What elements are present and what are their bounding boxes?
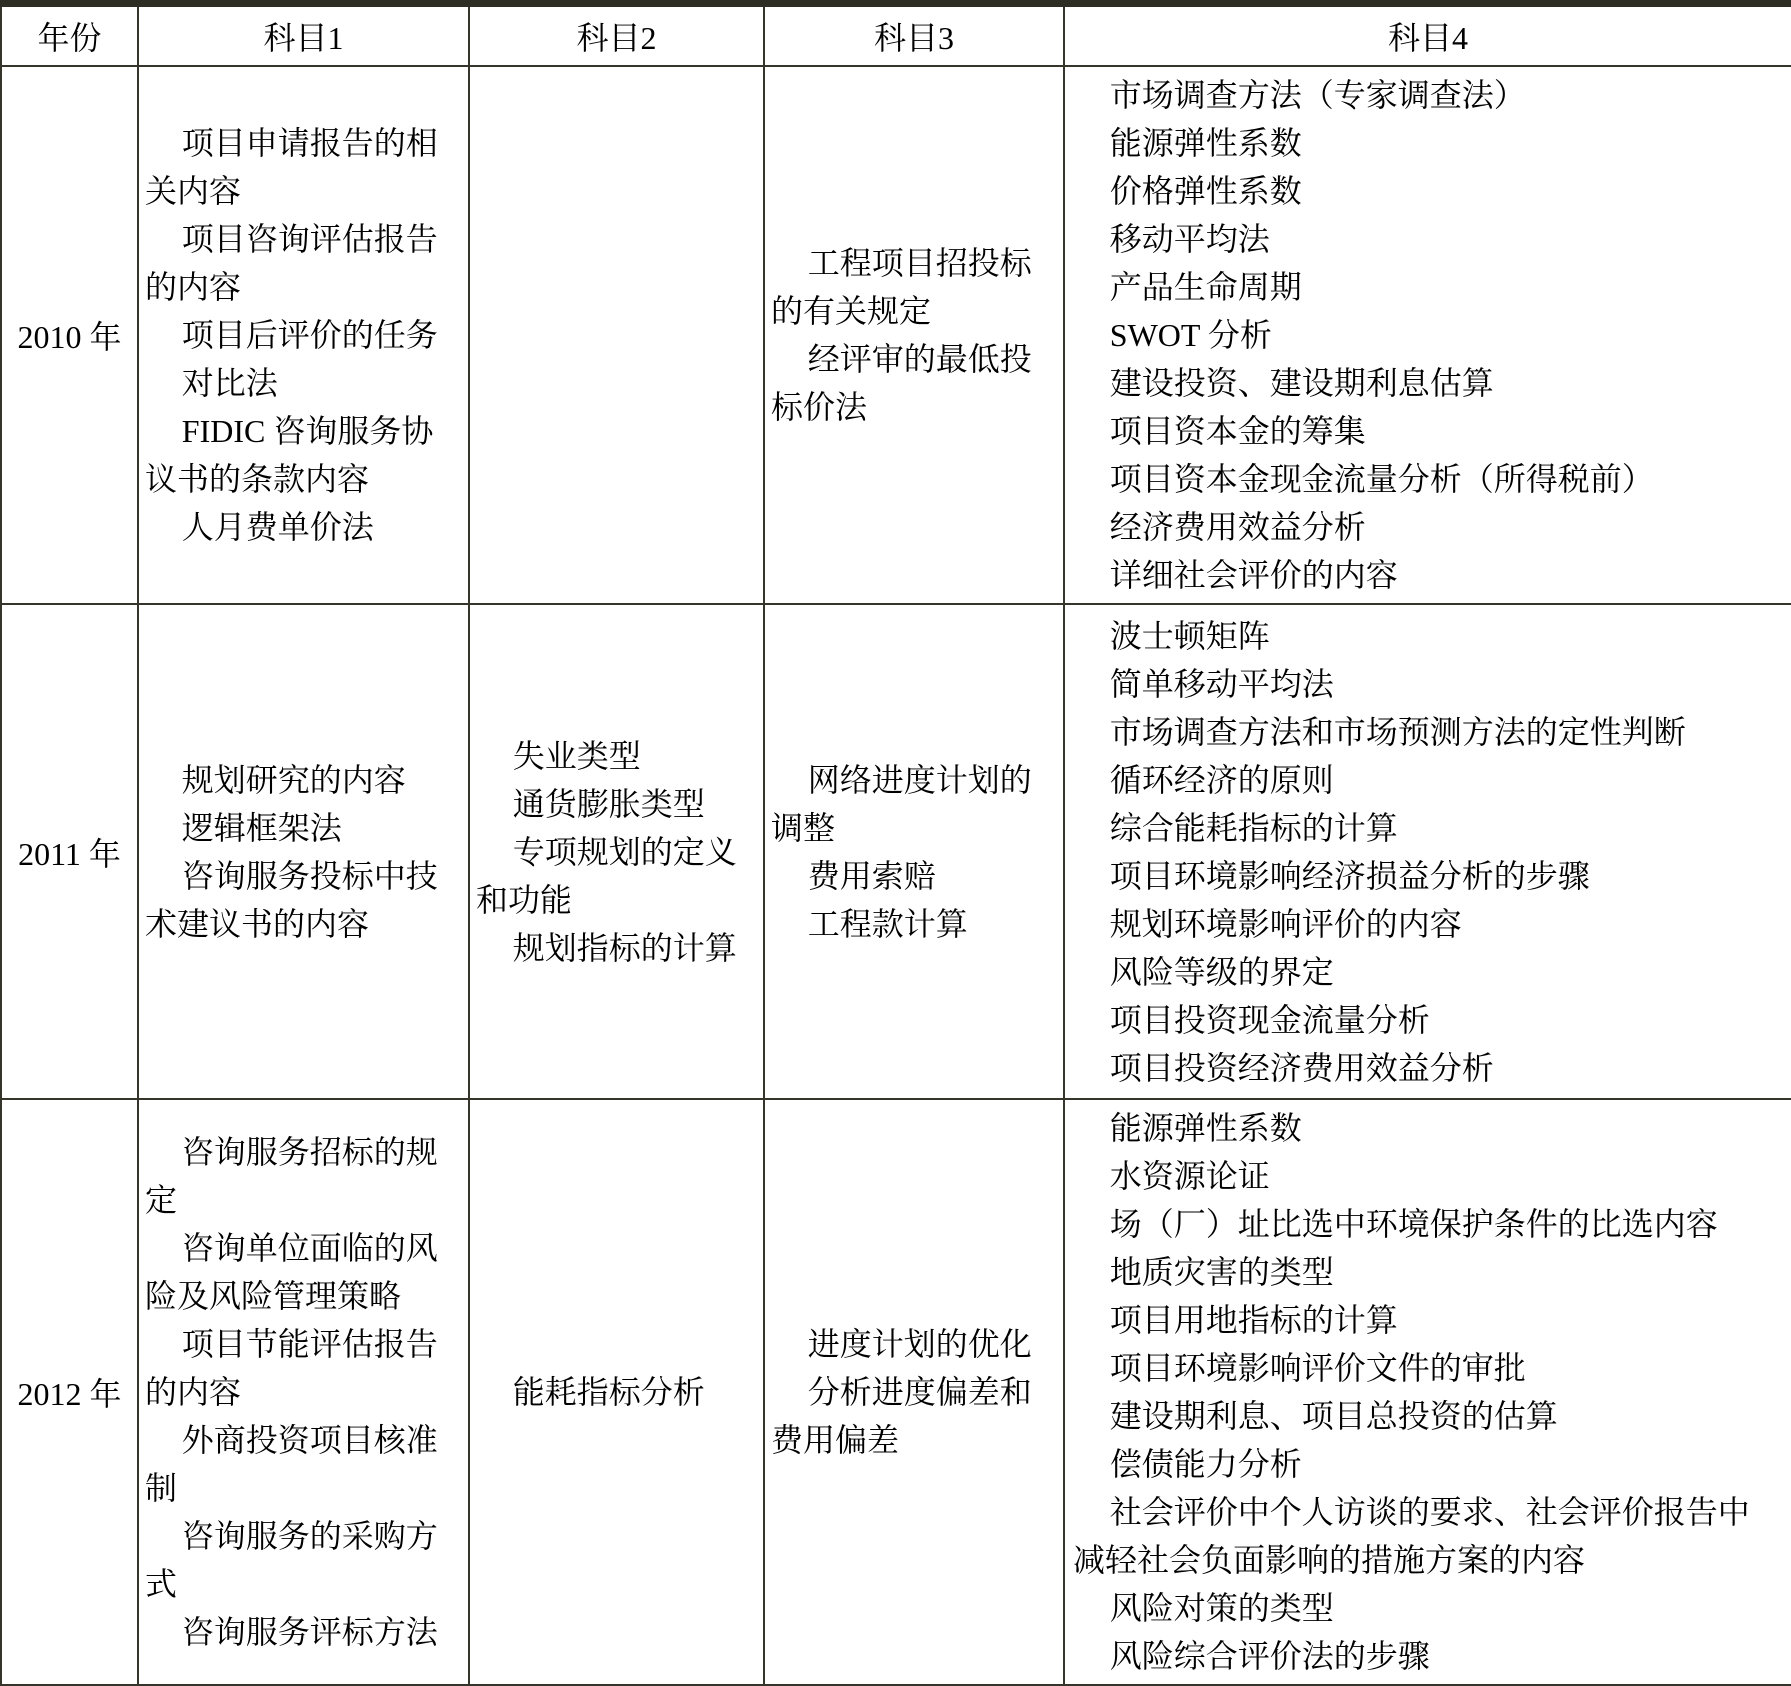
topic-item: 项目节能评估报告的内容 <box>145 1326 438 1410</box>
topic-item: 对比法 <box>181 365 278 401</box>
topic-item: 详细社会评价的内容 <box>1109 557 1398 593</box>
table-row <box>1 66 1791 604</box>
topic-item: 市场调查方法（专家调查法） <box>1109 77 1526 113</box>
topic-item: 能源弹性系数 <box>1109 1110 1302 1146</box>
topic-item: 项目申请报告的相关内容 <box>145 125 438 209</box>
topic-item: SWOT 分析 <box>1109 317 1272 353</box>
subject1-cell <box>138 66 469 604</box>
topic-item: 项目环境影响经济损益分析的步骤 <box>1109 857 1590 894</box>
topic-item: 波士顿矩阵 <box>1109 617 1270 654</box>
topic-item: 项目资本金的筹集 <box>1109 413 1366 449</box>
column-header-subject2: 科目2 <box>469 4 764 67</box>
topic-item: 经评审的最低投标价法 <box>771 341 1032 425</box>
topic-item: 失业类型 <box>512 737 641 774</box>
subject3-cell <box>764 604 1064 1099</box>
topic-item: 风险对策的类型 <box>1109 1590 1334 1626</box>
topic-item: 移动平均法 <box>1109 221 1270 257</box>
topic-item: 咨询服务的采购方式 <box>145 1518 438 1602</box>
topic-item: 工程款计算 <box>807 905 968 942</box>
subject1-cell <box>138 1099 469 1685</box>
topic-item: 进度计划的优化 <box>807 1326 1032 1362</box>
topic-item: 通货膨胀类型 <box>512 785 705 822</box>
topic-item: 项目投资经济费用效益分析 <box>1109 1049 1494 1086</box>
topic-item: 网络进度计划的调整 <box>771 761 1032 846</box>
topic-item: 水资源论证 <box>1109 1158 1270 1194</box>
topic-item: FIDIC 咨询服务协议书的条款内容 <box>145 413 434 497</box>
subject3-cell <box>764 1099 1064 1685</box>
subject4-cell <box>1064 1099 1791 1685</box>
topic-item: 地质灾害的类型 <box>1109 1254 1334 1290</box>
column-header-year: 年份 <box>1 4 138 67</box>
year-cell: 2010 年 <box>1 66 138 604</box>
topic-item: 场（厂）址比选中环境保护条件的比选内容 <box>1109 1206 1718 1242</box>
topic-item: 咨询服务评标方法 <box>181 1614 438 1650</box>
topic-item: 分析进度偏差和费用偏差 <box>771 1374 1032 1458</box>
topic-item: 价格弹性系数 <box>1109 173 1302 209</box>
topic-item: 项目环境影响评价文件的审批 <box>1109 1350 1526 1386</box>
topic-item: 产品生命周期 <box>1109 269 1302 305</box>
subject1-cell <box>138 604 469 1099</box>
column-header-subject3: 科目3 <box>764 4 1064 67</box>
subject4-cell <box>1064 66 1791 604</box>
topic-item: 咨询服务投标中技术建议书的内容 <box>145 857 438 942</box>
subject3-cell <box>764 66 1064 604</box>
table-row <box>1 1099 1791 1685</box>
table-header <box>1 4 1791 67</box>
topic-item: 风险综合评价法的步骤 <box>1109 1638 1430 1674</box>
year-cell: 2011 年 <box>1 604 138 1099</box>
topic-item: 简单移动平均法 <box>1109 665 1334 702</box>
table-body <box>1 66 1791 1685</box>
topic-item: 建设投资、建设期利息估算 <box>1109 365 1494 401</box>
topic-item: 规划研究的内容 <box>181 761 406 798</box>
topic-item: 能源弹性系数 <box>1109 125 1302 161</box>
topic-item: 咨询服务招标的规定 <box>145 1134 438 1218</box>
topic-item: 项目资本金现金流量分析（所得税前） <box>1109 461 1654 497</box>
topic-item: 费用索赔 <box>807 857 936 894</box>
year-cell: 2012 年 <box>1 1099 138 1685</box>
topic-item: 市场调查方法和市场预测方法的定性判断 <box>1109 713 1686 750</box>
topic-item: 社会评价中个人访谈的要求、社会评价报告中减轻社会负面影响的措施方案的内容 <box>1073 1494 1750 1578</box>
topic-item: 项目咨询评估报告的内容 <box>145 221 438 305</box>
topic-item: 规划指标的计算 <box>512 929 737 966</box>
subject4-cell <box>1064 604 1791 1099</box>
topic-item: 逻辑框架法 <box>181 809 342 846</box>
subject2-cell <box>469 604 764 1099</box>
topic-item: 咨询单位面临的风险及风险管理策略 <box>145 1230 438 1314</box>
topic-item: 工程项目招投标的有关规定 <box>771 245 1032 329</box>
column-header-subject4: 科目4 <box>1064 4 1791 67</box>
header-row <box>1 4 1791 67</box>
topic-item: 偿债能力分析 <box>1109 1446 1302 1482</box>
topic-item: 项目后评价的任务 <box>181 317 438 353</box>
table-row <box>1 604 1791 1099</box>
topic-item: 专项规划的定义和功能 <box>476 833 737 918</box>
subject2-cell <box>469 1099 764 1685</box>
topic-item: 循环经济的原则 <box>1109 761 1334 798</box>
topic-item: 项目投资现金流量分析 <box>1109 1001 1430 1038</box>
topic-item: 综合能耗指标的计算 <box>1109 809 1398 846</box>
topic-item: 能耗指标分析 <box>512 1374 705 1410</box>
subject2-cell <box>469 66 764 604</box>
topic-item: 经济费用效益分析 <box>1109 509 1366 545</box>
topic-item: 风险等级的界定 <box>1109 953 1334 990</box>
topic-item: 项目用地指标的计算 <box>1109 1302 1398 1338</box>
column-header-subject1: 科目1 <box>138 4 469 67</box>
topic-item: 建设期利息、项目总投资的估算 <box>1109 1398 1558 1434</box>
topic-item: 人月费单价法 <box>181 509 374 545</box>
topic-item: 外商投资项目核准制 <box>145 1422 438 1506</box>
topic-item: 规划环境影响评价的内容 <box>1109 905 1462 942</box>
